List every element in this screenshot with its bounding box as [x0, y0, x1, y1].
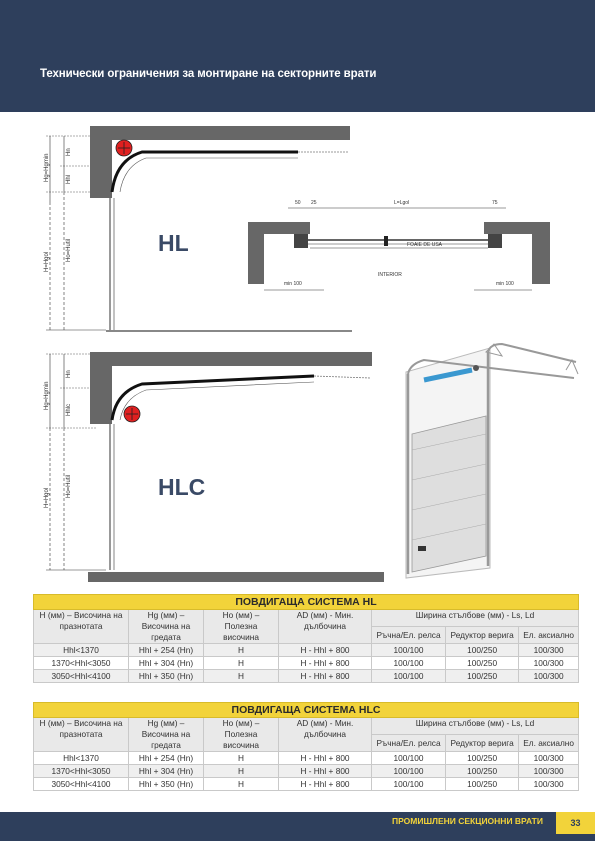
hlc-dim-hg-hgmin: Hg=Hgmin — [44, 381, 50, 410]
hl-header-hg: Hg (мм) – Височина на гредата — [129, 610, 204, 644]
page-number: 33 — [556, 812, 595, 834]
table-cell: 100/100 — [372, 752, 446, 765]
table-cell: 100/250 — [446, 657, 519, 670]
table-cell: 100/250 — [446, 778, 519, 791]
hl-subheader-chain: Редуктор верига — [446, 627, 519, 644]
table-cell: Hhl<1370 — [34, 644, 129, 657]
dim-hhl: Hhl — [66, 174, 72, 184]
hlc-header-ad: AD (мм) - Мин. дълбочина — [279, 718, 372, 752]
table-cell: 100/100 — [372, 644, 446, 657]
hl-header-h: H (мм) – Височина на празнотата — [34, 610, 129, 644]
interior-label: INTERIOR — [378, 272, 402, 278]
dim-hn: Hn — [66, 148, 72, 156]
table-cell: H — [204, 657, 279, 670]
table-cell: H - Hhl + 800 — [279, 670, 372, 683]
hlc-header-ho: Ho (мм) – Полезна височина — [204, 718, 279, 752]
min-right: min 100 — [496, 281, 514, 287]
hlc-header-ls-ld: Ширина стълбове (мм) - Ls, Ld — [372, 718, 579, 735]
hlc-table-title: ПОВДИГАЩА СИСТЕМА HLC — [34, 703, 579, 718]
hl-header-ls-ld: Ширина стълбове (мм) - Ls, Ld — [372, 610, 579, 627]
table-row — [34, 670, 579, 683]
table-row — [34, 752, 579, 765]
table-cell: H — [204, 778, 279, 791]
table-cell: H — [204, 670, 279, 683]
table-cell: Hhl + 254 (Hn) — [129, 644, 204, 657]
hlc-subheader-axial: Ел. аксиално — [519, 735, 579, 752]
table-cell: 100/300 — [519, 670, 579, 683]
header-bar — [0, 0, 595, 112]
hl-plan-drawing — [244, 194, 554, 298]
hl-header-ad: AD (мм) - Мин. дълбочина — [279, 610, 372, 644]
table-cell: 100/300 — [519, 765, 579, 778]
hl-table-title: ПОВДИГАЩА СИСТЕМА HL — [34, 595, 579, 610]
hlc-dim-hn: Hn — [66, 370, 72, 378]
hlc-dim-hhlc: Hhlc — [66, 403, 72, 416]
table-cell: H — [204, 644, 279, 657]
dim-l-lgol: L=Lgol — [394, 200, 410, 206]
table-cell: 3050<Hhl<4100 — [34, 778, 129, 791]
hlc-label: HLC — [158, 474, 206, 500]
table-cell: 100/250 — [446, 644, 519, 657]
table-row — [34, 644, 579, 657]
table-row — [34, 778, 579, 791]
door-3d-illustration — [398, 340, 580, 580]
table-cell: Hhl + 350 (Hn) — [129, 670, 204, 683]
table-cell: 100/100 — [372, 670, 446, 683]
table-cell: Hhl + 304 (Hn) — [129, 657, 204, 670]
hlc-subheader-chain: Редуктор верига — [446, 735, 519, 752]
table-cell: 100/100 — [372, 657, 446, 670]
hl-header-ho: Ho (мм) – Полезна височина — [204, 610, 279, 644]
hl-subheader-manual: Ръчна/Ел. релса — [372, 627, 446, 644]
hlc-dim-h-hgol: H=Hgol — [44, 487, 50, 508]
table-cell: 1370<Hhl<3050 — [34, 657, 129, 670]
table-row — [34, 657, 579, 670]
hlc-subheader-manual: Ръчна/Ел. релса — [372, 735, 446, 752]
hlc-header-hg: Hg (мм) – Височина на гредата — [129, 718, 204, 752]
table-cell: 3050<Hhl<4100 — [34, 670, 129, 683]
table-cell: Hhl + 304 (Hn) — [129, 765, 204, 778]
dim-75: 75 — [492, 200, 498, 206]
table-cell: 100/300 — [519, 644, 579, 657]
hl-label: HL — [158, 230, 189, 256]
table-cell: 100/100 — [372, 778, 446, 791]
footer-title: ПРОМИШЛЕНИ СЕКЦИОННИ ВРАТИ — [391, 816, 543, 826]
table-cell: H - Hhl + 800 — [279, 644, 372, 657]
table-cell: 1370<Hhl<3050 — [34, 765, 129, 778]
table-cell: Hhl + 350 (Hn) — [129, 778, 204, 791]
dim-25: 25 — [311, 200, 317, 206]
hl-subheader-axial: Ел. аксиално — [519, 627, 579, 644]
hlc-dim-ho-hutil: Ho=Hutil — [66, 474, 72, 498]
page-title: Технически ограничения за монтиране на секторните врати — [40, 68, 377, 80]
dim-h-hgol: H=Hgol — [44, 251, 50, 272]
table-cell: H - Hhl + 800 — [279, 657, 372, 670]
table-row — [34, 765, 579, 778]
table-cell: 100/300 — [519, 778, 579, 791]
dim-ho-hutil: Ho=Hutil — [66, 238, 72, 262]
table-cell: 100/250 — [446, 670, 519, 683]
hlc-section-drawing — [36, 348, 388, 584]
table-cell: 100/250 — [446, 752, 519, 765]
hlc-header-h: H (мм) – Височина на празнотата — [34, 718, 129, 752]
table-cell: 100/250 — [446, 765, 519, 778]
table-cell: Hhl<1370 — [34, 752, 129, 765]
hl-spec-table — [33, 594, 579, 683]
table-cell: H - Hhl + 800 — [279, 752, 372, 765]
foaie-label: FOAIE DE USA — [407, 242, 443, 248]
dim-hg-hgmin: Hg=Hgmin — [44, 153, 50, 182]
table-cell: 100/300 — [519, 657, 579, 670]
table-cell: Hhl + 254 (Hn) — [129, 752, 204, 765]
table-cell: H - Hhl + 800 — [279, 778, 372, 791]
dim-50: 50 — [295, 200, 301, 206]
table-cell: 100/100 — [372, 765, 446, 778]
table-cell: H — [204, 752, 279, 765]
hlc-spec-table — [33, 702, 579, 791]
table-cell: H — [204, 765, 279, 778]
table-cell: 100/300 — [519, 752, 579, 765]
min-left: min 100 — [284, 281, 302, 287]
table-cell: H - Hhl + 800 — [279, 765, 372, 778]
